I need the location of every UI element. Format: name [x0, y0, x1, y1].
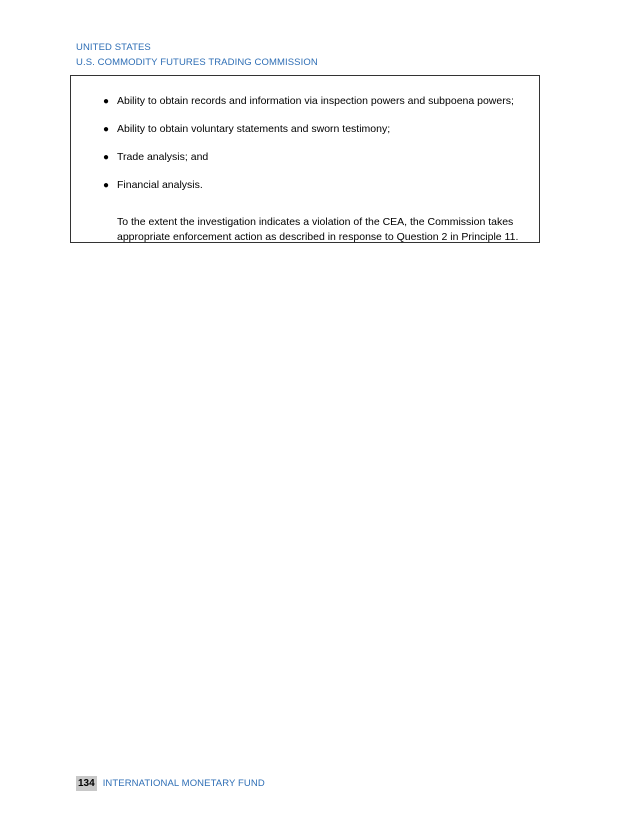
list-item-text: Ability to obtain records and information via inspection powers and subpoena powers;: [117, 95, 514, 107]
list-item-text: Trade analysis; and: [117, 151, 209, 163]
header-country: UNITED STATES: [76, 42, 151, 53]
list-item: [103, 94, 535, 109]
header-agency: U.S. COMMODITY FUTURES TRADING COMMISSION: [76, 57, 318, 68]
bullet-list: [103, 94, 535, 206]
bullet-icon: ●: [103, 152, 110, 163]
page-number: 134: [78, 778, 95, 789]
list-item-text: Ability to obtain voluntary statements and sworn testimony;: [117, 123, 391, 135]
bullet-icon: ●: [103, 124, 110, 135]
list-item: [103, 178, 535, 193]
running-header: [76, 40, 318, 70]
bullet-icon: ●: [103, 180, 110, 191]
footer-label: INTERNATIONAL MONETARY FUND: [102, 778, 265, 789]
bullet-icon: ●: [103, 96, 110, 107]
page-footer: [76, 776, 265, 791]
body-paragraph: To the extent the investigation indicates a violation of the CEA, the Commission takes appropriate enforcement action as described in response to Question 2 in Principle 11.: [117, 216, 519, 243]
content-box: [70, 75, 540, 243]
list-item-text: Financial analysis.: [117, 179, 203, 191]
list-item: [103, 150, 535, 165]
list-item: [103, 122, 535, 137]
